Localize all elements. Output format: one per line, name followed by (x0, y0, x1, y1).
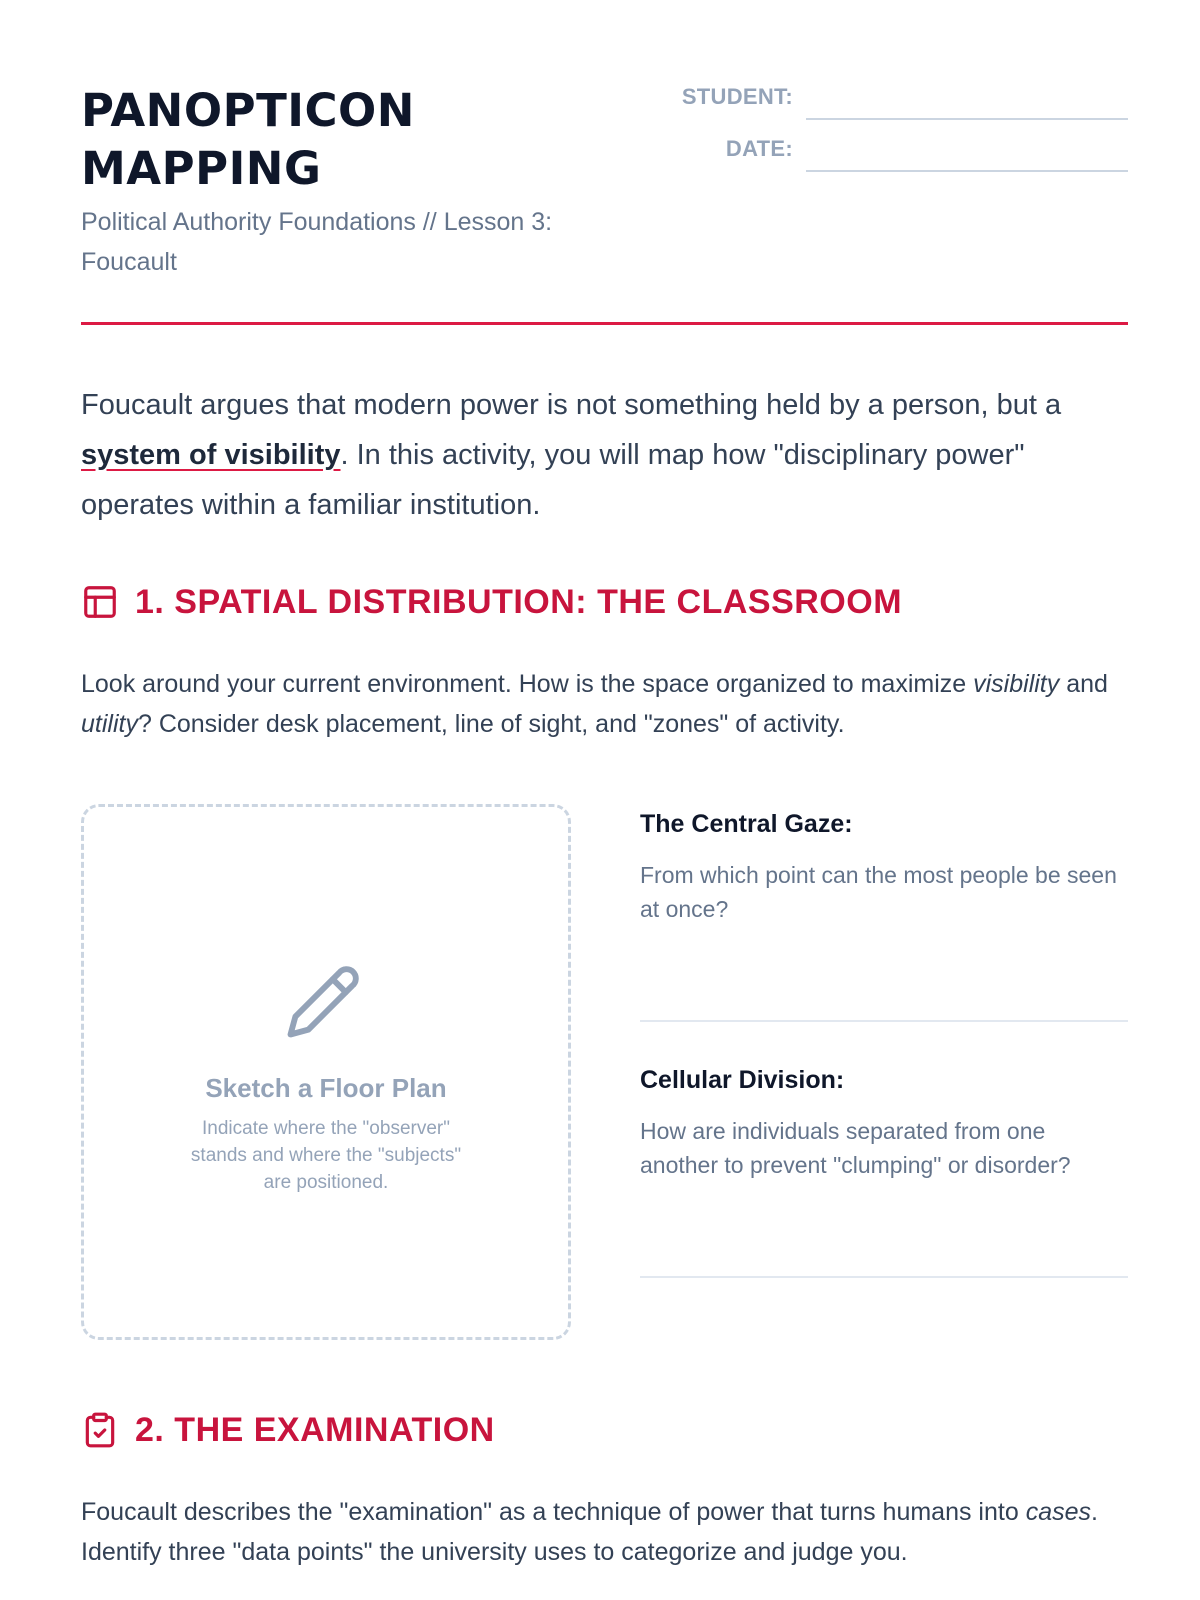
section-1-text-a: Look around your current environment. How is the space organized to maximize (81, 670, 974, 698)
clipboard-check-icon (81, 1411, 119, 1449)
question-title: The Central Gaze: (640, 810, 853, 838)
section-1-text-b: and (1059, 670, 1108, 698)
question-central-gaze (640, 808, 1128, 926)
page-title (81, 82, 415, 198)
section-2-text-a: Foucault describes the "examination" as a technique of power that turns humans into (81, 1498, 1026, 1526)
page-title-line-1: PANOPTICON (81, 84, 415, 137)
section-2-text-b: . Identify three "data points" the university uses to categorize and judge you. (81, 1498, 1098, 1566)
answer-line-central-gaze[interactable] (640, 1020, 1128, 1022)
answer-line-cellular-division[interactable] (640, 1276, 1128, 1278)
question-title: Cellular Division: (640, 1066, 845, 1094)
date-line[interactable] (806, 170, 1128, 172)
date-field[interactable] (681, 136, 1128, 176)
floor-plan-sketch-area[interactable] (81, 804, 571, 1340)
section-1-em-visibility: visibility (973, 670, 1060, 698)
section-2-title: 2. THE EXAMINATION (135, 1410, 495, 1449)
section-2-heading (81, 1408, 495, 1452)
pencil-icon (284, 963, 362, 1041)
page-subtitle: Political Authority Foundations // Lesson 3: Foucault (81, 208, 553, 276)
layout-icon (81, 583, 119, 621)
sketch-description: Indicate where the "observer" stands and where the "subjects" are positioned. (190, 1118, 462, 1193)
intro-text-before: Foucault argues that modern power is not something held by a person, but a (81, 389, 1062, 421)
sketch-title: Sketch a Floor Plan (205, 1073, 447, 1103)
intro-paragraph (81, 380, 1128, 530)
worksheet-page (81, 0, 1128, 1600)
question-prompt: How are individuals separated from one another to prevent "clumping" or disorder? (640, 1118, 1071, 1178)
intro-text-after: . In this activity, you will map how "disciplinary power" operates within a familiar institution. (81, 439, 1025, 521)
section-2-em-cases: cases (1025, 1498, 1091, 1526)
student-line[interactable] (806, 118, 1128, 120)
section-1-em-utility: utility (81, 710, 138, 738)
intro-highlight: system of visibility (81, 439, 341, 471)
section-2-instructions (81, 1492, 1128, 1572)
student-field[interactable] (681, 84, 1128, 124)
student-label: STUDENT: (681, 84, 793, 109)
question-cellular-division (640, 1064, 1128, 1182)
question-prompt: From which point can the most people be seen at once? (640, 862, 1117, 922)
date-label: DATE: (725, 136, 793, 161)
section-1-text-c: ? Consider desk placement, line of sight, and "zones" of activity. (137, 710, 845, 738)
section-1-heading (81, 580, 902, 624)
section-1-instructions (81, 664, 1128, 744)
page-title-line-2: MAPPING (81, 142, 322, 195)
header-divider (81, 322, 1128, 325)
section-1-title: 1. SPATIAL DISTRIBUTION: THE CLASSROOM (135, 582, 903, 621)
